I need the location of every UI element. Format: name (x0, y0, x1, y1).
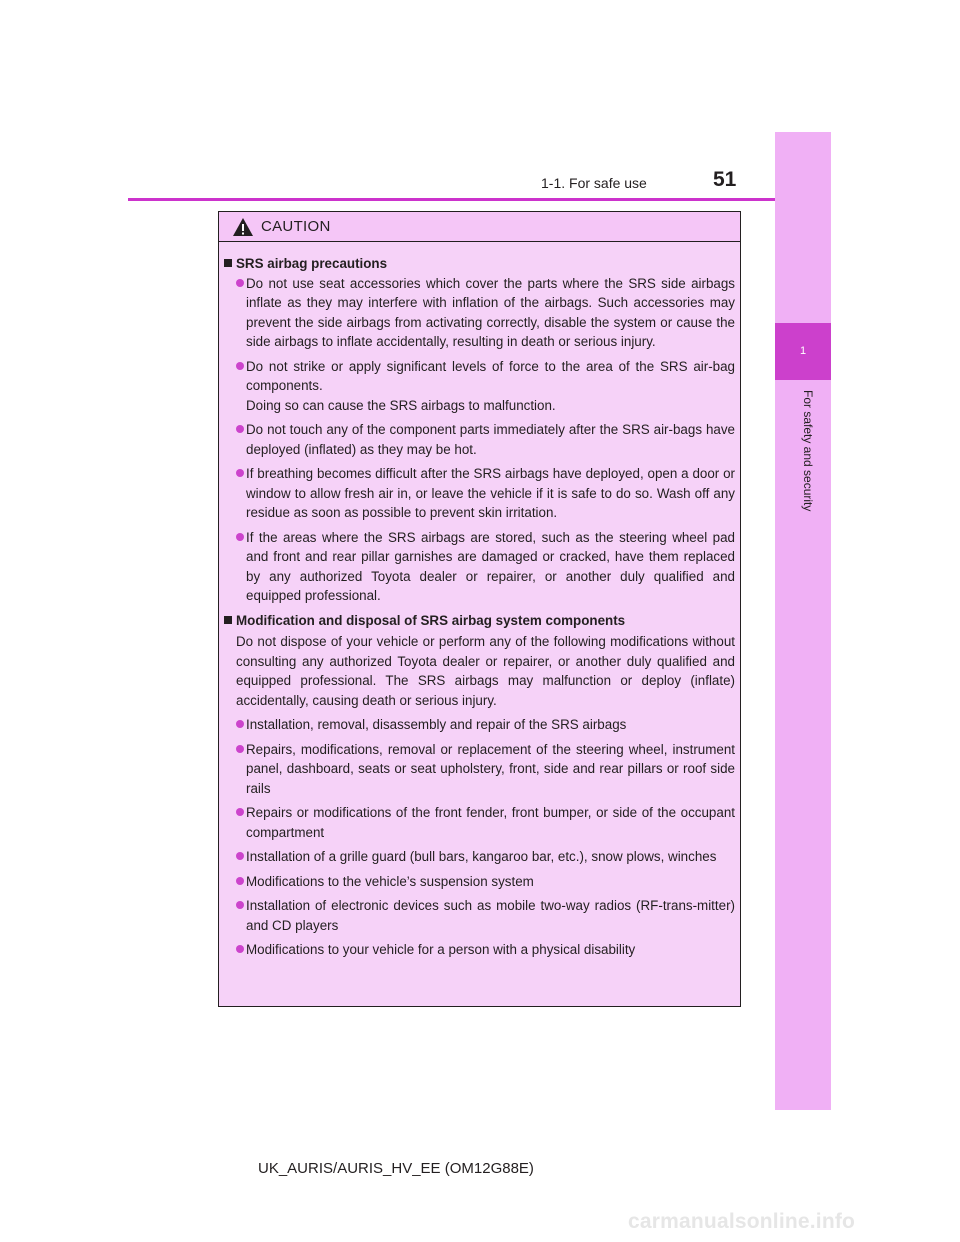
section-heading-text: SRS airbag precautions (236, 256, 388, 271)
square-bullet-icon (224, 259, 232, 267)
page-number: 51 (713, 168, 737, 191)
section-heading-text: Modification and disposal of SRS airbag system components (236, 612, 626, 628)
round-bullet-icon (236, 279, 244, 287)
header-rule (128, 198, 831, 201)
page-header-section: 1-1. For safe use (541, 175, 647, 191)
square-bullet-icon (224, 616, 232, 624)
bullet-text: Installation, removal, disassembly and repair of the SRS airbags (246, 717, 627, 732)
section-heading (224, 254, 735, 274)
bullet-item (224, 847, 735, 867)
round-bullet-icon (236, 720, 244, 728)
bullet-text: Modifications to the vehicle’s suspension system (246, 873, 534, 889)
round-bullet-icon (236, 808, 244, 816)
chapter-title: For safety and security (801, 390, 815, 512)
caution-box (218, 211, 741, 1007)
bullet-item (224, 274, 735, 352)
round-bullet-icon (236, 745, 244, 753)
bullet-text: Repairs or modifications of the front fender, front bumper, or side of the occupant compartment (246, 805, 735, 840)
round-bullet-icon (236, 425, 244, 433)
bullet-item (224, 357, 735, 416)
chapter-number: 1 (775, 323, 831, 380)
chapter-side-tab (775, 132, 831, 1110)
caution-body (219, 242, 740, 1006)
bullet-item (224, 528, 735, 606)
bullet-text: If breathing becomes difficult after the SRS airbags have deployed, open a door or window to allow fresh air in, or leave the vehicle if it is safe to do so. Wash off any residue as soon as possible to prevent skin irritation. (246, 466, 735, 520)
caution-header (219, 212, 740, 242)
watermark: carmanualsonline.info (628, 1210, 856, 1233)
bullet-text: Installation of electronic devices such as mobile two-way radios (RF-trans-mitter) and CD players (246, 898, 735, 933)
bullet-item (224, 420, 735, 459)
bullet-item (224, 715, 735, 735)
round-bullet-icon (236, 877, 244, 885)
bullet-text: Do not use seat accessories which cover the parts where the SRS side airbags inflate as they may interfere with inflation of the airbags. Such accessories may prevent the side airbags from activating correctly, disable the system or cause the side airbags to inflate accidentally, resulting in death or serious injury. (246, 275, 735, 349)
bullet-text: Installation of a grille guard (bull bars, kangaroo bar, etc.), snow plows, winches (246, 849, 717, 864)
bullet-text: If the areas where the SRS airbags are stored, such as the steering wheel pad and front and rear pillar garnishes are damaged or cracked, have them replaced by any authorized Toyota dealer or repairer, or another duly qualified and equipped professional. (246, 529, 735, 603)
footer-model-code: UK_AURIS/AURIS_HV_EE (OM12G88E) (258, 1160, 534, 1177)
round-bullet-icon (236, 901, 244, 909)
bullet-item (224, 872, 735, 892)
bullet-item (224, 896, 735, 935)
bullet-text: Do not touch any of the component parts immediately after the SRS air-bags have deployed (inflated) as they may be hot. (246, 422, 735, 457)
section-heading (224, 611, 735, 631)
bullet-item (224, 464, 735, 523)
round-bullet-icon (236, 362, 244, 370)
round-bullet-icon (236, 533, 244, 541)
bullet-text: Do not strike or apply significant levels of force to the area of the SRS air-bag components. Doing so can cause the SRS airbags to malfunction. (246, 358, 735, 413)
round-bullet-icon (236, 852, 244, 860)
round-bullet-icon (236, 945, 244, 953)
round-bullet-icon (236, 469, 244, 477)
warning-triangle-icon (232, 217, 254, 237)
bullet-item (224, 940, 735, 960)
bullet-item (224, 803, 735, 842)
bullet-text: Repairs, modifications, removal or replacement of the steering wheel, instrument panel, dashboard, seats or seat upholstery, front, side and rear pillars or roof side rails (246, 741, 735, 796)
bullet-item (224, 740, 735, 799)
section-paragraph: Do not dispose of your vehicle or perform any of the following modifications without consulting any authorized Toyota dealer or repairer, or another duly qualified and equipped professional. The SRS airbags may malfunction or deploy (inflate) accidentally, causing death or serious injury. (236, 634, 735, 708)
caution-title: CAUTION (261, 218, 331, 235)
bullet-text: Modifications to your vehicle for a person with a physical disability (246, 942, 636, 957)
